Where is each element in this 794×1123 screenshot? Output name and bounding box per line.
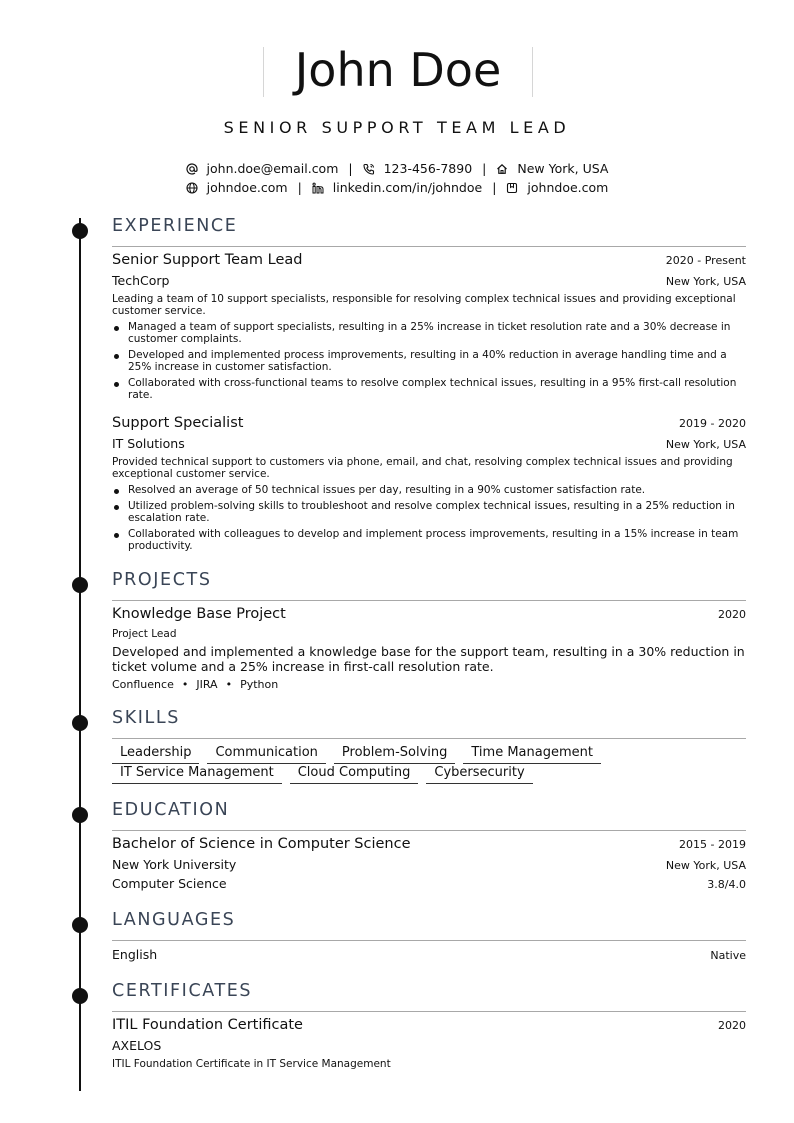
project-role: Project Lead (112, 628, 177, 640)
experience-header (112, 252, 746, 268)
timeline-dot (72, 223, 88, 239)
section-title-experience: EXPERIENCE (112, 216, 238, 236)
location-text: New York, USA (517, 161, 609, 176)
gpa: 3.8/4.0 (707, 878, 746, 891)
phone-text: 123-456-7890 (383, 161, 473, 176)
section-title-projects: PROJECTS (112, 570, 212, 590)
section-divider (112, 246, 746, 247)
linkedin-item[interactable] (312, 180, 482, 195)
separator: | (297, 180, 302, 195)
timeline-dot (72, 577, 88, 593)
phone-icon (363, 163, 375, 175)
skill-chip: Time Management (463, 744, 601, 764)
company-name: IT Solutions (112, 436, 185, 451)
candidate-name: John Doe (294, 43, 502, 97)
skill-chip: Problem-Solving (334, 744, 455, 764)
skill-chip: IT Service Management (112, 764, 282, 784)
experience-header (112, 415, 746, 431)
location-item (496, 161, 608, 176)
experience-company-row (112, 273, 746, 288)
skill-chip: Cybersecurity (426, 764, 532, 784)
contact-row-1 (0, 159, 794, 178)
linkedin-text: linkedin.com/in/johndoe (332, 180, 483, 195)
contact-row-2 (0, 178, 794, 197)
keyword-separator: • (181, 678, 189, 691)
project-name: Knowledge Base Project (112, 606, 286, 622)
project-header (112, 606, 746, 622)
job-bullets (112, 321, 746, 405)
section-divider (112, 1011, 746, 1012)
separator: | (492, 180, 497, 195)
section-divider (112, 738, 746, 739)
email-text: john.doe@email.com (206, 161, 339, 176)
job-summary: Provided technical support to customers via phone, email, and chat, resolving complex technical issues and providing exceptional customer service. (112, 456, 733, 480)
project-description: Developed and implemented a knowledge base for the support team, resulting in a 30% reduction in ticket volume and a 25% increase in first-call resolution rate. (112, 644, 745, 674)
bullet-item: Managed a team of support specialists, resulting in a 25% increase in ticket resolution rate and a 30% decrease in customer complaints. (112, 321, 746, 345)
job-title: SENIOR SUPPORT TEAM LEAD (223, 118, 571, 137)
language-name: English (112, 947, 158, 962)
bullet-item: Developed and implemented process improvements, resulting in a 40% reduction in average handling time and a 25% increase in customer satisfaction. (112, 349, 746, 373)
certificate-header (112, 1017, 746, 1033)
timeline-dot (72, 988, 88, 1004)
skill-chip: Cloud Computing (290, 764, 419, 784)
keyword-separator: • (225, 678, 233, 691)
field-of-study: Computer Science (112, 876, 227, 891)
certificate-issuer: AXELOS (112, 1038, 162, 1053)
project-keywords (112, 678, 278, 691)
separator: | (482, 161, 487, 176)
section-title-education: EDUCATION (112, 800, 230, 820)
certificate-year: 2020 (718, 1019, 746, 1032)
certificate-name: ITIL Foundation Certificate (112, 1017, 303, 1033)
skill-chip: Leadership (112, 744, 199, 764)
school-location: New York, USA (665, 859, 746, 872)
website-item[interactable] (186, 180, 288, 195)
linkedin-icon (312, 182, 324, 194)
education-field-row (112, 876, 746, 891)
keyword: JIRA (196, 678, 218, 691)
job-role: Support Specialist (112, 415, 244, 431)
keyword: Python (240, 678, 279, 691)
education-school-row (112, 857, 746, 872)
job-bullets (112, 484, 746, 556)
project-year: 2020 (718, 608, 746, 621)
skill-chip: Communication (207, 744, 325, 764)
education-dates: 2015 - 2019 (679, 838, 746, 851)
timeline-dot (72, 917, 88, 933)
section-divider (112, 600, 746, 601)
degree: Bachelor of Science in Computer Science (112, 836, 411, 852)
skills-list (112, 744, 746, 784)
name-frame (263, 43, 533, 97)
timeline-dot (72, 807, 88, 823)
experience-company-row (112, 436, 746, 451)
portfolio-text: johndoe.com (527, 180, 609, 195)
section-title-languages: LANGUAGES (112, 910, 236, 930)
website-text: johndoe.com (206, 180, 288, 195)
timeline-line (79, 218, 81, 1091)
keyword: Confluence (112, 678, 174, 691)
job-summary: Leading a team of 10 support specialists, responsible for resolving complex technical issues and providing exceptional customer service. (112, 293, 736, 317)
job-dates: 2020 - Present (665, 254, 746, 267)
section-divider (112, 940, 746, 941)
company-name: TechCorp (112, 273, 170, 288)
language-row (112, 947, 746, 962)
language-level: Native (710, 949, 746, 962)
home-icon (496, 163, 508, 175)
bullet-item: Collaborated with cross-functional teams to resolve complex technical issues, resulting in a 95% first-call resolution rate. (112, 377, 746, 401)
portfolio-item[interactable] (506, 180, 608, 195)
certificate-description: ITIL Foundation Certificate in IT Service Management (112, 1058, 391, 1070)
portfolio-icon (506, 182, 518, 194)
bullet-item: Utilized problem-solving skills to troubleshoot and resolve complex technical issues, resulting in a 25% reduction in escalation rate. (112, 500, 746, 524)
job-location: New York, USA (665, 275, 746, 288)
bullet-item: Collaborated with colleagues to develop and implement process improvements, resulting in a 15% increase in team productivity. (112, 528, 746, 552)
job-dates: 2019 - 2020 (679, 417, 746, 430)
bullet-item: Resolved an average of 50 technical issues per day, resulting in a 90% customer satisfaction rate. (112, 484, 746, 496)
education-header (112, 836, 746, 852)
job-location: New York, USA (665, 438, 746, 451)
job-role: Senior Support Team Lead (112, 252, 303, 268)
phone-item[interactable] (363, 161, 473, 176)
timeline-dot (72, 715, 88, 731)
section-title-certificates: CERTIFICATES (112, 981, 253, 1001)
certificate-issuer-row (112, 1038, 746, 1053)
email-item[interactable] (186, 161, 339, 176)
contact-info (0, 159, 794, 197)
school-name: New York University (112, 857, 237, 872)
globe-icon (186, 182, 198, 194)
section-divider (112, 830, 746, 831)
separator: | (348, 161, 353, 176)
at-icon (186, 163, 198, 175)
section-title-skills: SKILLS (112, 708, 180, 728)
